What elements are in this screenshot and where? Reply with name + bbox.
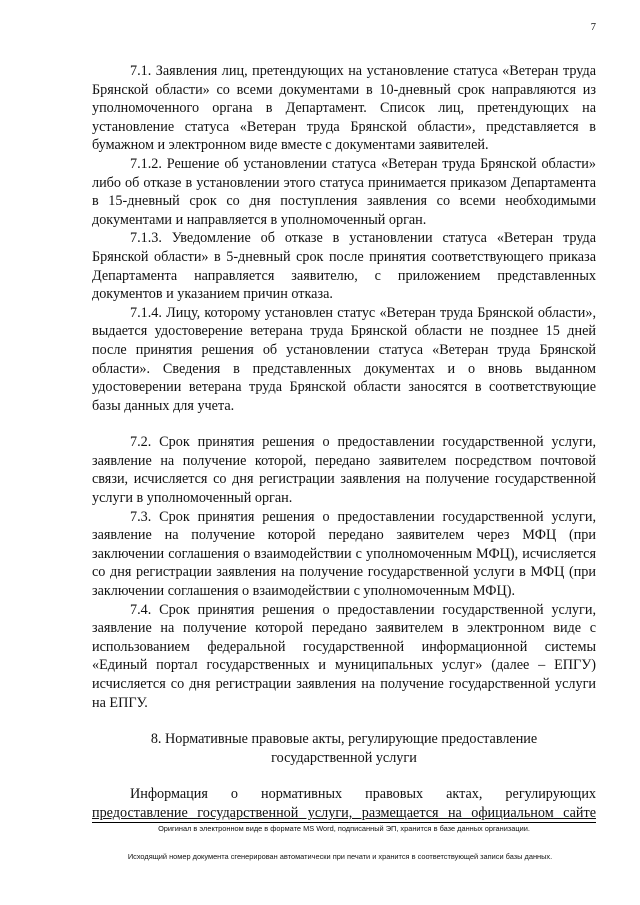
paragraph-8-line-1: Информация о нормативных правовых актах, регулирующих [130,786,596,803]
paragraph-7-2: 7.2. Срок принятия решения о предоставлении государственной услуги, заявление на получение которой, передано заявителем посредством почтовой связи, исчисляется со дня регистрации заявления на получение государственной услуги в уполномоченный орган. [92,434,596,507]
page-number: 7 [590,22,596,33]
paragraph-8-line-2: предоставление государственной услуги, размещается на официальном сайте [92,804,596,821]
paragraph-8-info [92,785,596,804]
paragraph-spacer [92,415,596,433]
section-heading-line-1: 8. Нормативные правовые акты, регулирующие предоставление [150,731,538,748]
section-heading [122,730,566,767]
paragraph-7-1-2: 7.1.2. Решение об установлении статуса «Ветеран труда Брянской области» либо об отказе в установлении этого статуса принимается приказом Департамента в 15-дневный срок со дня поступления заявления со всеми необходимыми документами и направляется в уполномоченный орган. [92,155,596,228]
paragraph-7-1-3: 7.1.3. Уведомление об отказе в установлении статуса «Ветеран труда Брянской области» в 5-дневный срок после принятия соответствующего приказа Департамента направляется заявителю, с приложением представленных документов и указанием причин отказа. [92,230,596,303]
document-body [92,62,596,823]
footer-divider [92,822,596,823]
section-heading-line-2: государственной услуги [271,749,417,766]
paragraph-7-4: 7.4. Срок принятия решения о предоставлении государственной услуги, заявление на получение которой передано заявителем в электронном виде с использованием федеральной государственной информационной системы «Единый портал государственных и муниципальных услуг» (далее – ЕПГУ) исчисляется со дня регистрации заявления на получение государственной услуги на ЕПГУ. [92,601,596,711]
footer-original-note: Оригинал в электронном виде в формате MS Word, подписанный ЭП, хранится в базе данных организации. [158,824,530,833]
paragraph-7-1-4: 7.1.4. Лицу, которому установлен статус «Ветеран труда Брянской области», выдается удостоверение ветерана труда Брянской области не позднее 15 дней после принятия решения об установлении статуса «Ветеран труда Брянской области». Сведения в представленных документах и о вновь выданном удостоверении ветерана труда Брянской области заносятся в соответствующие базы данных для учета. [92,304,596,414]
footer-outgoing-number-note: Исходящий номер документа сгенерирован автоматически при печати и хранится в соответствующей записи базы данных. [127,852,553,861]
paragraph-7-3: 7.3. Срок принятия решения о предоставлении государственной услуги, заявление на получение которой передано заявителем через МФЦ (при заключении соглашения о взаимодействии с уполномоченным МФЦ), исчисляется со дня регистрации заявления на получение государственной услуги в МФЦ (при заключении соглашения о взаимодействии с уполномоченным МФЦ). [92,508,596,600]
paragraph-7-1: 7.1. Заявления лиц, претендующих на установление статуса «Ветеран труда Брянской области» со всеми документами в 10-дневный срок направляются из уполномоченного органа в Департамент. Список лиц, претендующих на установление статуса «Ветеран труда Брянской области», представляется в бумажном и электронном виде вместе с документами заявителей. [92,63,596,154]
